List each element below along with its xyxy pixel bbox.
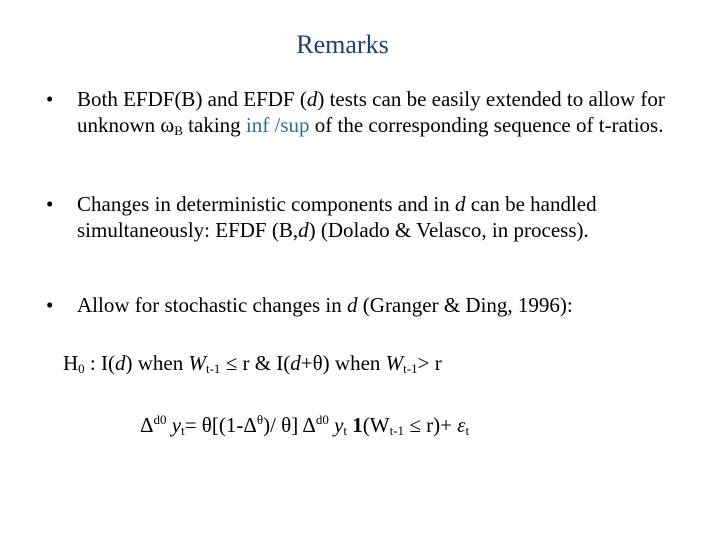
eq-text: H — [63, 351, 79, 375]
slide-title: Remarks — [296, 30, 389, 59]
italic-d: d — [454, 192, 466, 216]
indicator-one: 1 — [352, 413, 363, 437]
eq-text: : I( — [84, 351, 115, 375]
text-segment: Changes in deterministic components and in — [77, 192, 455, 216]
eq-text: )/ θ] Δ — [263, 413, 316, 437]
subscript: t-1 — [389, 423, 405, 438]
bullet-text-2 — [77, 191, 677, 243]
italic-d: d — [298, 218, 309, 242]
eq-text: Δ — [140, 413, 154, 437]
epsilon: ε — [457, 413, 466, 437]
model-equation — [140, 412, 469, 438]
inf-sup-highlight: inf /sup — [245, 113, 310, 137]
italic-d: d — [347, 293, 358, 317]
text-segment: ) tests can be easily extended to allow for unknown ω — [77, 87, 665, 137]
italic-y: y — [334, 413, 344, 437]
superscript: θ — [256, 412, 264, 427]
subscript: 0 — [78, 361, 85, 376]
italic-y: y — [171, 413, 182, 437]
italic-w: W — [385, 351, 404, 375]
subscript: B — [174, 123, 183, 138]
text-segment: can be handled simultaneously: EFDF (B, — [77, 192, 597, 242]
eq-text: ≤ r)+ — [404, 413, 458, 437]
italic-d: d — [290, 351, 301, 375]
subscript: t — [343, 423, 348, 438]
bullet-text-3 — [77, 292, 697, 318]
text-segment: Both EFDF(B) and EFDF ( — [77, 87, 307, 111]
bullet-marker-3: • — [46, 293, 54, 317]
italic-d: d — [306, 87, 318, 111]
eq-text: (W — [362, 413, 390, 437]
bullet-text-1 — [77, 86, 677, 138]
eq-text: = θ[(1-Δ — [184, 413, 257, 437]
text-segment: (Granger & Ding, 1996): — [357, 293, 573, 317]
italic-d: d — [115, 351, 126, 375]
text-segment: ) (Dolado & Velasco, in process). — [308, 218, 589, 242]
eq-text: ≤ r & I( — [220, 351, 291, 375]
eq-text: ) when — [125, 351, 189, 375]
superscript: d0 — [315, 412, 329, 427]
subscript: t — [465, 423, 470, 438]
italic-w: W — [188, 351, 206, 375]
hypothesis-equation — [63, 350, 442, 376]
bullet-marker-2: • — [46, 192, 54, 216]
bullet-marker-1: • — [46, 87, 54, 111]
subscript: t — [181, 423, 185, 438]
eq-text: > r — [417, 351, 442, 375]
text-segment: of the corresponding sequence of t-ratios. — [309, 113, 664, 137]
text-segment: taking — [182, 113, 246, 137]
subscript: t-1 — [403, 361, 418, 376]
superscript: d0 — [153, 412, 167, 427]
text-segment: Allow for stochastic changes in — [77, 293, 348, 317]
eq-text: +θ) when — [300, 351, 386, 375]
subscript: t-1 — [205, 361, 221, 376]
